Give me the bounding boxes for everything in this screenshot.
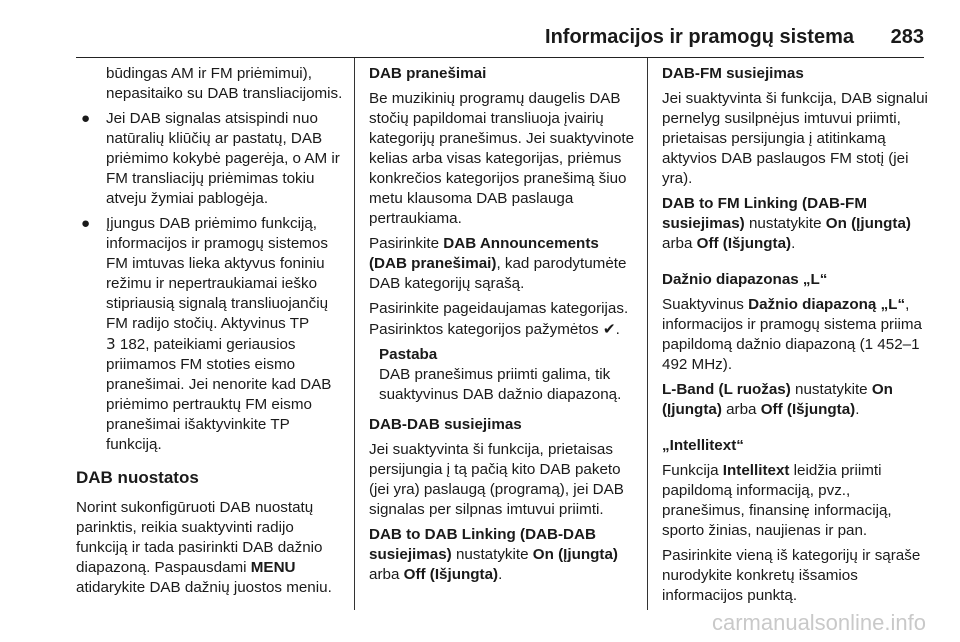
text: nustatykite	[451, 546, 533, 563]
bullet-text: 182, pateikiami geriausios priimamos FM stoties eismo pranešimai. Jei nenorite kad DAB priėmimo pertrauktų FM eismo pranešimai išaktyvinkite TP funkciją.	[106, 336, 332, 453]
paragraph: Jei suaktyvinta ši funkcija, DAB signalui pernelyg susilpnėjus imtuvui priimti, prietaisas persijungia į atitinkamą aktyvios DAB paslaugos FM stotį (jei yra).	[662, 90, 928, 187]
text: arba	[369, 566, 404, 583]
note-text: DAB pranešimus priimti galima, tik suaktyvinus DAB dažnio diapazoną.	[379, 366, 622, 403]
bullet-item	[76, 109, 344, 209]
bullet-text: Įjungus DAB priėmimo funkciją, informacijos ir pramogų sistemos FM imtuvas lieka aktyvus foniniu režimu ir nepertraukiamai ieško stipriausią signalą transliuojančių FM radijo stočių. Aktyvinus TP	[106, 215, 329, 332]
text: Norint sukonfigūruoti DAB nuostatų parinktis, reikia suaktyvinti radijo funkciją ir tada pasirinkti DAB dažnio diapazoną. Paspausdami	[76, 499, 323, 576]
page-number: 283	[890, 26, 924, 48]
text: Pasirinkite pageidaujamas kategorijas. Pasirinktos kategorijos pažymėtos	[369, 300, 629, 338]
subheading: DAB-FM susiejimas	[662, 65, 804, 82]
text: .	[855, 401, 860, 418]
paragraph: Be muzikinių programų daugelis DAB stočių papildomai transliuoja įvairių kategorijų pranešimus. Jei suaktyvinote kelias arba visas kategorijas, priėmus konkrečios kategorijos pranešimą šiuo metu klausoma DAB paslauga pertraukiama.	[369, 90, 635, 227]
header-rule	[76, 57, 924, 58]
column-divider-2	[647, 58, 648, 610]
feature-name-label: Intellitext	[722, 462, 790, 479]
paragraph	[369, 299, 637, 340]
subheading: Dažnio diapazonas „L“	[662, 271, 828, 288]
text: nustatykite	[790, 381, 872, 398]
menu-option-label: Dažnio diapazoną „L“	[748, 296, 906, 313]
text: leidžia priimti papildomą informaciją, pvz., pranešimus, finansinę informaciją, sporto žinias, naujienas ir pan.	[662, 462, 892, 539]
column-3	[662, 64, 930, 611]
paragraph	[369, 234, 637, 294]
page-header	[0, 22, 960, 58]
option-on-label: On (Įjungta)	[662, 381, 893, 418]
option-on-label: On (Įjungta)	[532, 546, 618, 563]
paragraph: Pasirinkite vieną iš kategorijų ir sąraše nurodykite konkretų išsamios informacijos punktą.	[662, 547, 921, 604]
checkmark-icon: ✔	[602, 320, 616, 338]
paragraph	[369, 525, 637, 585]
option-off-label: Off (Išjungta)	[403, 566, 499, 583]
paragraph	[662, 194, 930, 254]
paragraph	[662, 461, 930, 541]
paragraph	[662, 295, 930, 375]
subheading: DAB pranešimai	[369, 65, 487, 82]
option-on-label: On (Įjungta)	[825, 215, 911, 232]
text: nustatykite	[744, 215, 826, 232]
text: .	[615, 321, 620, 338]
text: arba	[662, 235, 697, 252]
watermark: carmanualsonline.info	[711, 610, 926, 635]
menu-button-label: MENU	[250, 559, 296, 576]
text: , informacijos ir pramogų sistema priima papildomą dažnio diapazoną (1 452–1 492 MHz).	[662, 296, 922, 373]
menu-option-label: L-Band (L ruožas)	[662, 381, 791, 398]
note-title: Pastaba	[379, 346, 438, 363]
text: Suaktyvinus	[662, 296, 749, 313]
menu-option-label: DAB to DAB Linking (DAB-DAB susiejimas)	[369, 526, 596, 563]
bullet-item	[76, 214, 344, 455]
bullet-text: Jei DAB signalas atsispindi nuo natūralių kliūčių ar pastatų, DAB priėmimo kokybė pagerėja, o AM ir FM transliacijų priėmimas tokiu atveju žymiai pablogėja.	[106, 110, 340, 207]
column-1	[76, 64, 344, 603]
option-off-label: Off (Išjungta)	[696, 235, 792, 252]
option-off-label: Off (Išjungta)	[760, 401, 856, 418]
menu-option-label: DAB Announcements (DAB pranešimai)	[369, 235, 599, 272]
paragraph	[76, 498, 344, 598]
column-2	[369, 64, 637, 590]
text: , kad parodytumėte DAB kategorijų sąrašą.	[369, 255, 627, 292]
menu-option-label: DAB to FM Linking (DAB-FM susiejimas)	[662, 195, 867, 232]
text: atidarykite DAB dažnių juostos meniu.	[76, 579, 332, 596]
column-divider-1	[354, 58, 355, 610]
text: .	[498, 566, 503, 583]
bullet-dot-icon: ●	[81, 110, 91, 127]
note-box	[369, 345, 637, 405]
text: .	[791, 235, 796, 252]
text: Funkcija	[662, 462, 723, 479]
subheading: DAB-DAB susiejimas	[369, 416, 522, 433]
bullet-dot-icon: ●	[81, 215, 91, 232]
text: Pasirinkite	[369, 235, 444, 252]
continued-bullet-text: būdingas AM ir FM priėmimui), nepasitaiko su DAB transliacijomis.	[106, 65, 343, 102]
subheading: „Intellitext“	[662, 437, 744, 454]
header-title: Informacijos ir pramogų sistema	[545, 26, 854, 48]
paragraph	[662, 380, 930, 420]
page-reference-arrow-icon[interactable]: 3	[106, 335, 116, 353]
text: arba	[721, 401, 761, 418]
section-title: DAB nuostatos	[76, 468, 199, 487]
paragraph: Jei suaktyvinta ši funkcija, prietaisas persijungia į tą pačią kito DAB paketo (jei yra) paslaugą (programą), jei DAB signalas per silpnas imtuvui priimti.	[369, 441, 624, 518]
